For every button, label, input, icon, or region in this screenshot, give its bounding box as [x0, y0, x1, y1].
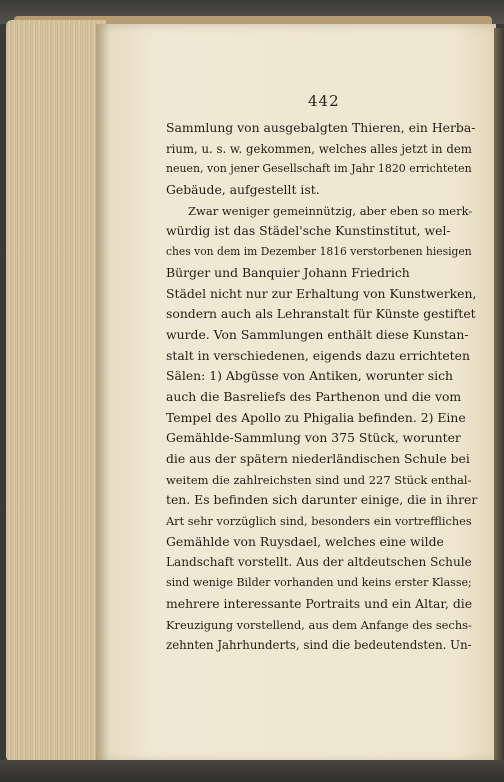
text-line: Gemählde-Sammlung von 375 Stück, worunter	[166, 430, 461, 446]
page-stack-edges	[6, 20, 106, 762]
text-line: Art sehr vorzüglich sind, besonders ein vortreffliches	[166, 514, 472, 529]
page-right-edge	[494, 28, 504, 762]
text-line: rium, u. s. w. gekommen, welches alles jetzt in dem	[166, 141, 472, 156]
text-line: mehrere interessante Portraits und ein Altar, die	[166, 595, 473, 611]
text-line: Kreuzigung vorstellend, aus dem Anfange des sechs-	[166, 617, 472, 632]
text-line: würdig ist das Städel'sche Kunstinstitut, wel-	[166, 223, 451, 239]
text-line: weitem die zahlreichsten sind und 227 Stück enthal-	[166, 472, 472, 487]
text-line: Tempel des Apollo zu Phigalia befinden. 2) Eine	[166, 409, 466, 425]
text-line: sind wenige Bilder vorhanden und keins erster Klasse;	[166, 576, 472, 590]
text-line: ches von dem im Dezember 1816 verstorbenen hiesigen	[166, 245, 472, 259]
background-bottom	[0, 760, 504, 782]
text-line: Zwar weniger gemeinnützig, aber eben so merk-	[188, 203, 473, 218]
body-text	[166, 118, 478, 656]
text-line: Sälen: 1) Abgüsse von Antiken, worunter sich	[166, 368, 454, 384]
text-line: neuen, von jener Gesellschaft im Jahr 1820 errichteten	[166, 162, 472, 176]
text-line: ten. Es befinden sich darunter einige, die in ihrer	[166, 492, 478, 508]
text-line: Städel nicht nur zur Erhaltung von Kunstwerken,	[166, 285, 477, 301]
text-line: wurde. Von Sammlungen enthält diese Kunstan-	[166, 326, 469, 342]
text-line: auch die Basreliefs des Parthenon und die vom	[166, 388, 462, 404]
text-line: Gemählde von Ruysdael, welches eine wilde	[166, 533, 444, 549]
text-line: sondern auch als Lehranstalt für Künste gestiftet	[166, 306, 476, 322]
page-number: 442	[308, 92, 340, 110]
text-line: Landschaft vorstellt. Aus der altdeutschen Schule	[166, 555, 472, 570]
text-line: Sammlung von ausgebalgten Thieren, ein Herba-	[166, 120, 476, 135]
text-line: zehnten Jahrhunderts, sind die bedeutendsten. Un-	[166, 638, 472, 653]
text-line: Bürger und Banquier Johann Friedrich	[166, 264, 410, 280]
text-line: die aus der spätern niederländischen Schule bei	[166, 451, 470, 466]
text-line: stalt in verschiedenen, eigends dazu errichteten	[166, 347, 470, 363]
text-line: Gebäude, aufgestellt ist.	[166, 182, 320, 198]
